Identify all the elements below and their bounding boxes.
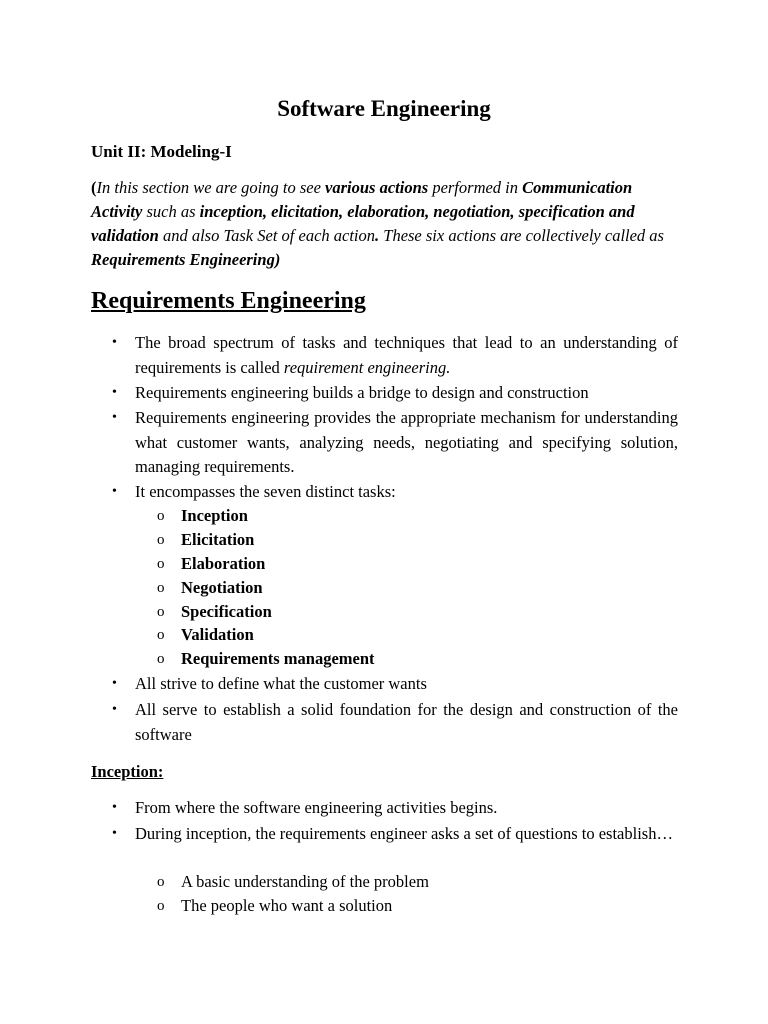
bullet-icon: •: [112, 385, 117, 400]
inception-sub-2: The people who want a solution: [181, 896, 393, 915]
bullet-icon: •: [112, 335, 117, 350]
inception-heading: Inception:: [91, 762, 164, 781]
inception-bullet-2-text: During inception, the requirements engineer asks a set of questions to establish…: [135, 824, 673, 843]
circle-bullet-icon: o: [157, 508, 165, 524]
intro-text-4: and also Task Set of each action: [158, 226, 376, 245]
bullet-5-text: All strive to define what the customer wants: [135, 674, 427, 693]
circle-bullet-icon: o: [157, 651, 165, 667]
bullet-6-text: All serve to establish a solid foundation for the design and construction of the software: [135, 700, 678, 744]
task-elicitation: Elicitation: [181, 530, 255, 549]
intro-bold-3: inception, elicitation, elaboration, negotiation, specification and validation: [91, 202, 635, 245]
intro-open-paren: (: [91, 178, 97, 197]
document-title: Software Engineering: [277, 96, 491, 121]
intro-text-2: performed in: [428, 178, 523, 197]
bullet-icon: •: [112, 702, 117, 717]
bullet-icon: •: [112, 826, 117, 841]
intro-bold-1: various actions: [325, 178, 429, 197]
task-negotiation: Negotiation: [181, 578, 263, 597]
bullet-2-text: Requirements engineering builds a bridge to design and construction: [135, 383, 589, 402]
list-item-text: [135, 331, 678, 380]
inception-sub-1: A basic understanding of the problem: [181, 872, 429, 891]
circle-bullet-icon: o: [157, 627, 165, 643]
circle-bullet-icon: o: [157, 898, 165, 914]
bullet-1-text: The broad spectrum of tasks and techniques that lead to an understanding of requirements is called: [135, 333, 678, 377]
section-heading: Requirements Engineering: [91, 288, 366, 314]
bullet-4-text: It encompasses the seven distinct tasks:: [135, 482, 396, 501]
intro-bold-4: .: [375, 226, 380, 245]
bullet-icon: •: [112, 484, 117, 499]
intro-bold-5: Requirements Engineering): [91, 250, 281, 269]
intro-text-3: such as: [142, 202, 200, 221]
intro-text-5: These six actions are collectively called as: [379, 226, 664, 245]
intro-paragraph: [91, 176, 681, 272]
intro-text-1: In this section we are going to see: [96, 178, 326, 197]
circle-bullet-icon: o: [157, 556, 165, 572]
circle-bullet-icon: o: [157, 580, 165, 596]
circle-bullet-icon: o: [157, 874, 165, 890]
task-validation: Validation: [181, 625, 254, 644]
unit-heading: Unit II: Modeling-I: [91, 142, 232, 161]
task-inception: Inception: [181, 506, 248, 525]
inception-bullet-1-text: From where the software engineering activities begins.: [135, 798, 498, 817]
bullet-icon: •: [112, 800, 117, 815]
task-requirements-management: Requirements management: [181, 649, 375, 668]
bullet-1-italic: requirement engineering.: [283, 357, 451, 377]
circle-bullet-icon: o: [157, 604, 165, 620]
bullet-icon: •: [112, 410, 117, 425]
intro-bold-2: Communication Activity: [91, 178, 633, 221]
task-specification: Specification: [181, 602, 272, 621]
task-elaboration: Elaboration: [181, 554, 266, 573]
bullet-3-text: Requirements engineering provides the appropriate mechanism for understanding what customer wants, analyzing needs, negotiating and specifying solution, managing requirements.: [135, 408, 678, 476]
circle-bullet-icon: o: [157, 532, 165, 548]
bullet-icon: •: [112, 676, 117, 691]
